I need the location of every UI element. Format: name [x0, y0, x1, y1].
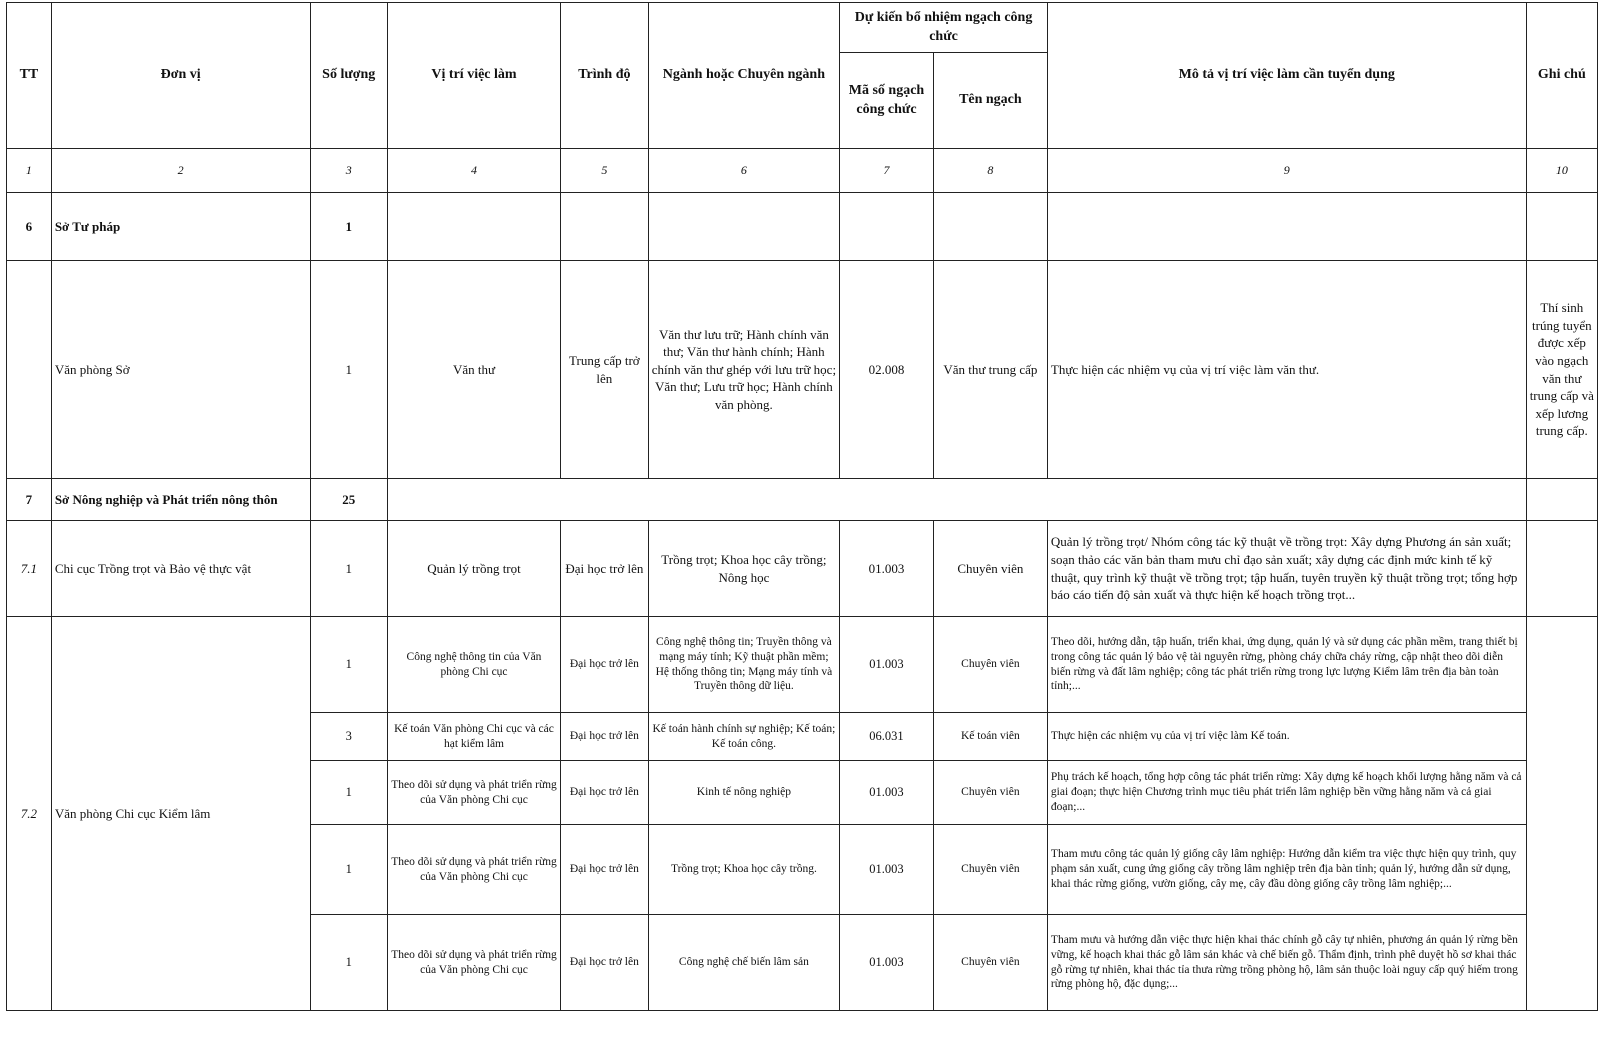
row-don-vi: Văn phòng Sở [51, 261, 310, 479]
row-trinh-do: Trung cấp trở lên [561, 261, 649, 479]
row-ten-ngach: Kế toán viên [933, 713, 1047, 761]
row-nganh: Trồng trọt; Khoa học cây trồng. [648, 825, 839, 915]
col-number: 8 [933, 149, 1047, 193]
header-row [7, 3, 1598, 53]
row-so-luong: 1 [310, 193, 387, 261]
header-mo-ta: Mô tả vị trí việc làm cần tuyển dụng [1047, 3, 1526, 149]
row-vi-tri: Quản lý trồng trọt [387, 521, 560, 617]
row-ten-ngach: Chuyên viên [933, 617, 1047, 713]
row-ma-so: 01.003 [840, 915, 934, 1011]
row-so-luong: 1 [310, 825, 387, 915]
col-number: 3 [310, 149, 387, 193]
row-so-luong: 25 [310, 479, 387, 521]
row-vi-tri: Theo dõi sử dụng và phát triển rừng của Văn phòng Chi cục [387, 825, 560, 915]
header-nganh: Ngành hoặc Chuyên ngành [648, 3, 839, 149]
row-ten-ngach: Văn thư trung cấp [933, 261, 1047, 479]
header-so-luong: Số lượng [310, 3, 387, 149]
row-mo-ta: Quản lý trồng trọt/ Nhóm công tác kỹ thuật về trồng trọt: Xây dựng Phương án sản xuất; soạn thảo các văn bản tham mưu chỉ đạo sản xuất; xây dựng các định mức kinh tế kỹ thuật, quy trình kỹ thuật về trồng trọt; tập huấn, tuyên truyền kỹ thuật trồng trọt; tổng hợp báo cáo tiến độ sản xuất và thực hiện kế hoạch trồng trọt... [1047, 521, 1526, 617]
col-number: 6 [648, 149, 839, 193]
row-don-vi: Sở Nông nghiệp và Phát triển nông thôn [51, 479, 310, 521]
row-ma-so: 06.031 [840, 713, 934, 761]
header-trinh-do: Trình độ [561, 3, 649, 149]
row-nganh: Văn thư lưu trữ; Hành chính văn thư; Văn thư hành chính; Hành chính văn thư ghép với lưu trữ học; Văn thư; Lưu trữ học; Hành chính văn phòng. [648, 261, 839, 479]
table-row [7, 479, 1598, 521]
row-trinh-do: Đại học trở lên [561, 521, 649, 617]
row-nganh: Công nghệ chế biến lâm sản [648, 915, 839, 1011]
row-tt: 7.1 [7, 521, 52, 617]
column-number-row [7, 149, 1598, 193]
row-nganh: Kế toán hành chính sự nghiệp; Kế toán; Kế toán công. [648, 713, 839, 761]
row-ma-so: 01.003 [840, 761, 934, 825]
row-nganh: Công nghệ thông tin; Truyền thông và mạng máy tính; Kỹ thuật phần mềm; Hệ thống thông tin; Mạng máy tính và Truyền thông dữ liệu. [648, 617, 839, 713]
row-ten-ngach: Chuyên viên [933, 915, 1047, 1011]
row-vi-tri: Kế toán Văn phòng Chi cục và các hạt kiểm lâm [387, 713, 560, 761]
col-number: 2 [51, 149, 310, 193]
row-mo-ta: Tham mưu công tác quản lý giống cây lâm nghiệp: Hướng dẫn kiểm tra việc thực hiện quy trình, quy phạm sản xuất, cung ứng giống cây trồng lâm nghiệp trên địa bàn tỉnh; quản lý, hướng dẫn sử dụng, khai thác rừng giống, vườn giống, cây mẹ, cây đầu dòng giống cây trồng lâm nghiệp;... [1047, 825, 1526, 915]
row-trinh-do: Đại học trở lên [561, 915, 649, 1011]
row-so-luong: 1 [310, 261, 387, 479]
col-number: 5 [561, 149, 649, 193]
row-tt: 7 [7, 479, 52, 521]
header-ten-ngach: Tên ngạch [933, 53, 1047, 149]
row-ten-ngach: Chuyên viên [933, 521, 1047, 617]
header-ma-so: Mã số ngạch công chức [840, 53, 934, 149]
row-so-luong: 1 [310, 761, 387, 825]
row-vi-tri: Theo dõi sử dụng và phát triển rừng của Văn phòng Chi cục [387, 761, 560, 825]
row-trinh-do: Đại học trở lên [561, 761, 649, 825]
col-number: 9 [1047, 149, 1526, 193]
row-ten-ngach: Chuyên viên [933, 825, 1047, 915]
col-number: 1 [7, 149, 52, 193]
col-number: 4 [387, 149, 560, 193]
row-don-vi: Chi cục Trồng trọt và Bảo vệ thực vật [51, 521, 310, 617]
col-number: 10 [1526, 149, 1597, 193]
row-ma-so: 01.003 [840, 617, 934, 713]
recruitment-table [6, 2, 1598, 1011]
row-so-luong: 1 [310, 617, 387, 713]
col-number: 7 [840, 149, 934, 193]
row-nganh: Trồng trọt; Khoa học cây trồng; Nông học [648, 521, 839, 617]
table-row [7, 617, 1598, 713]
row-don-vi: Sở Tư pháp [51, 193, 310, 261]
header-ghi-chu: Ghi chú [1526, 3, 1597, 149]
header-vi-tri: Vị trí việc làm [387, 3, 560, 149]
row-mo-ta: Tham mưu và hướng dẫn việc thực hiện khai thác chính gỗ cây tự nhiên, phương án quản lý rừng bền vững, kế hoạch khai thác gỗ lâm sản khác và chế biến gỗ. Thẩm định, trình phê duyệt hồ sơ khai thác gỗ rừng tự nhiên, khai thác tỉa thưa rừng trồng phòng hộ, lâm sản thuộc loài nguy cấp quý hiếm trong rừng phòng hộ, đặc dụng;... [1047, 915, 1526, 1011]
row-nganh: Kinh tế nông nghiệp [648, 761, 839, 825]
row-vi-tri: Công nghệ thông tin của Văn phòng Chi cục [387, 617, 560, 713]
row-mo-ta: Phụ trách kế hoạch, tổng hợp công tác phát triển rừng: Xây dựng kế hoạch khối lượng hằng năm và cả giai đoạn; thực hiện Chương trình mục tiêu phát triển lâm nghiệp bền vững hằng năm và cả giai đoạn;... [1047, 761, 1526, 825]
row-ghi-chu: Thí sinh trúng tuyển được xếp vào ngạch văn thư trung cấp và xếp lương trung cấp. [1526, 261, 1597, 479]
row-ma-so: 01.003 [840, 521, 934, 617]
row-ma-so: 02.008 [840, 261, 934, 479]
row-ten-ngach: Chuyên viên [933, 761, 1047, 825]
row-vi-tri: Theo dõi sử dụng và phát triển rừng của Văn phòng Chi cục [387, 915, 560, 1011]
header-don-vi: Đơn vị [51, 3, 310, 149]
row-tt: 7.2 [7, 617, 52, 1011]
table-row [7, 521, 1598, 617]
row-tt: 6 [7, 193, 52, 261]
row-trinh-do: Đại học trở lên [561, 825, 649, 915]
row-so-luong: 1 [310, 915, 387, 1011]
row-don-vi: Văn phòng Chi cục Kiểm lâm [51, 617, 310, 1011]
row-so-luong: 3 [310, 713, 387, 761]
row-mo-ta: Theo dõi, hướng dẫn, tập huấn, triển khai, ứng dụng, quản lý và sử dụng các phần mềm, trang thiết bị trong công tác quản lý bảo vệ tài nguyên rừng, phòng cháy chữa cháy rừng, cập nhật theo dõi diễn biến rừng và đất lâm nghiệp; công tác phát triển rừng trong lực lượng Kiểm lâm trên địa bàn toàn tỉnh;... [1047, 617, 1526, 713]
row-mo-ta: Thực hiện các nhiệm vụ của vị trí việc làm văn thư. [1047, 261, 1526, 479]
row-mo-ta: Thực hiện các nhiệm vụ của vị trí việc làm Kế toán. [1047, 713, 1526, 761]
row-trinh-do: Đại học trở lên [561, 617, 649, 713]
row-trinh-do: Đại học trở lên [561, 713, 649, 761]
header-tt: TT [7, 3, 52, 149]
table-row [7, 261, 1598, 479]
row-vi-tri: Văn thư [387, 261, 560, 479]
table-row [7, 193, 1598, 261]
header-du-kien: Dự kiến bổ nhiệm ngạch công chức [840, 3, 1048, 53]
row-ma-so: 01.003 [840, 825, 934, 915]
row-so-luong: 1 [310, 521, 387, 617]
